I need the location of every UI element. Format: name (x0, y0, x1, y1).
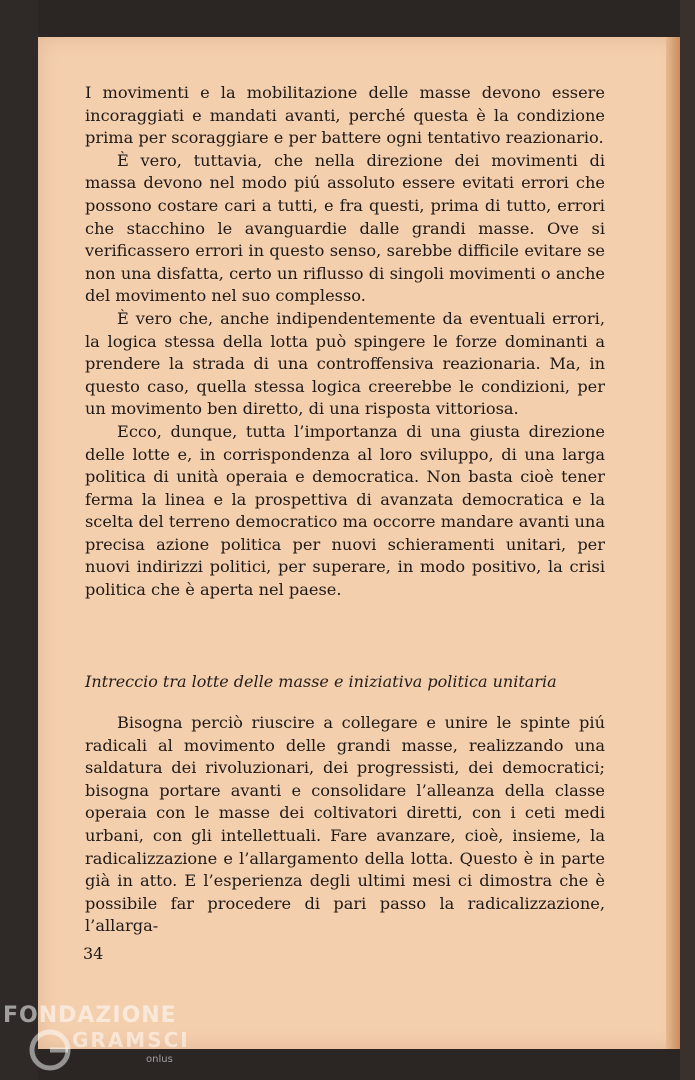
page-edge (666, 37, 680, 1049)
paragraph-2: È vero, tuttavia, che nella direzione dei movimenti di massa devono nel modo piú assoluto essere evitati errori che possono costare cari a tutti, e fra questi, prima di tutto, errori che stacchino le avanguardie dalle grandi masse. Ove si verificassero errori in questo senso, sarebbe difficile evitare se non una disfatta, certo un riflusso di singoli movimenti o anche del movimento nel suo complesso. (85, 150, 605, 306)
paragraph-1: I movimenti e la mobilitazione delle masse devono essere incoraggiati e mandati avanti, perché questa è la condizione prima per scoraggiare e per battere ogni tentativo reazionario. (85, 83, 605, 148)
paragraph-4: Ecco, dunque, tutta l’importanza di una giusta direzione delle lotte e, in corrispondenza al loro sviluppo, di una larga politica di unità operaia e democratica. Non basta cioè tener ferma la linea e la prospettiva di avanzata democratica e la scelta del terreno democratico ma occorre mandare avanti una precisa azione politica per nuovi schieramenti unitari, per nuovi indirizzi politici, per superare, in modo positivo, la crisi politica che è aperta nel paese. (85, 421, 605, 600)
paragraph-3: È vero che, anche indipendentemente da eventuali errori, la logica stessa della lotta può spingere le forze dominanti a prendere la strada di una controffensiva reazionaria. Ma, in questo caso, quella stessa logica creerebbe le condizioni, per un movimento ben diretto, di una risposta vittoriosa. (85, 308, 605, 419)
book-spine-shadow (0, 0, 38, 1080)
watermark-title: FONDAZIONE (3, 1003, 177, 1028)
section-heading: Intreccio tra lotte delle masse e iniziativa politica unitaria (85, 672, 557, 691)
body-text-bottom (85, 712, 605, 938)
watermark-onlus: onlus (146, 1054, 173, 1065)
page-number: 34 (83, 944, 104, 963)
paragraph-5: Bisogna perciò riuscire a collegare e unire le spinte piú radicali al movimento delle grandi masse, realizzando una saldatura dei rivoluzionari, dei progressisti, dei democratici; bisogna portare avanti e consolidare l’alleanza della classe operaia con le masse dei coltivatori diretti, con i ceti medi urbani, con gli intellettuali. Fare avanzare, cioè, insieme, la radicalizzazione e l’allargamento della lotta. Questo è in parte già in atto. E l’esperienza degli ultimi mesi ci dimostra che è possibile far procedere di pari passo la radicalizzazione, l’allarga- (85, 713, 605, 936)
watermark-subtitle: GRAMSCI (72, 1028, 190, 1052)
fondazione-logo-icon (28, 1028, 72, 1072)
background-strip (680, 0, 695, 1080)
body-text-top (85, 82, 605, 602)
